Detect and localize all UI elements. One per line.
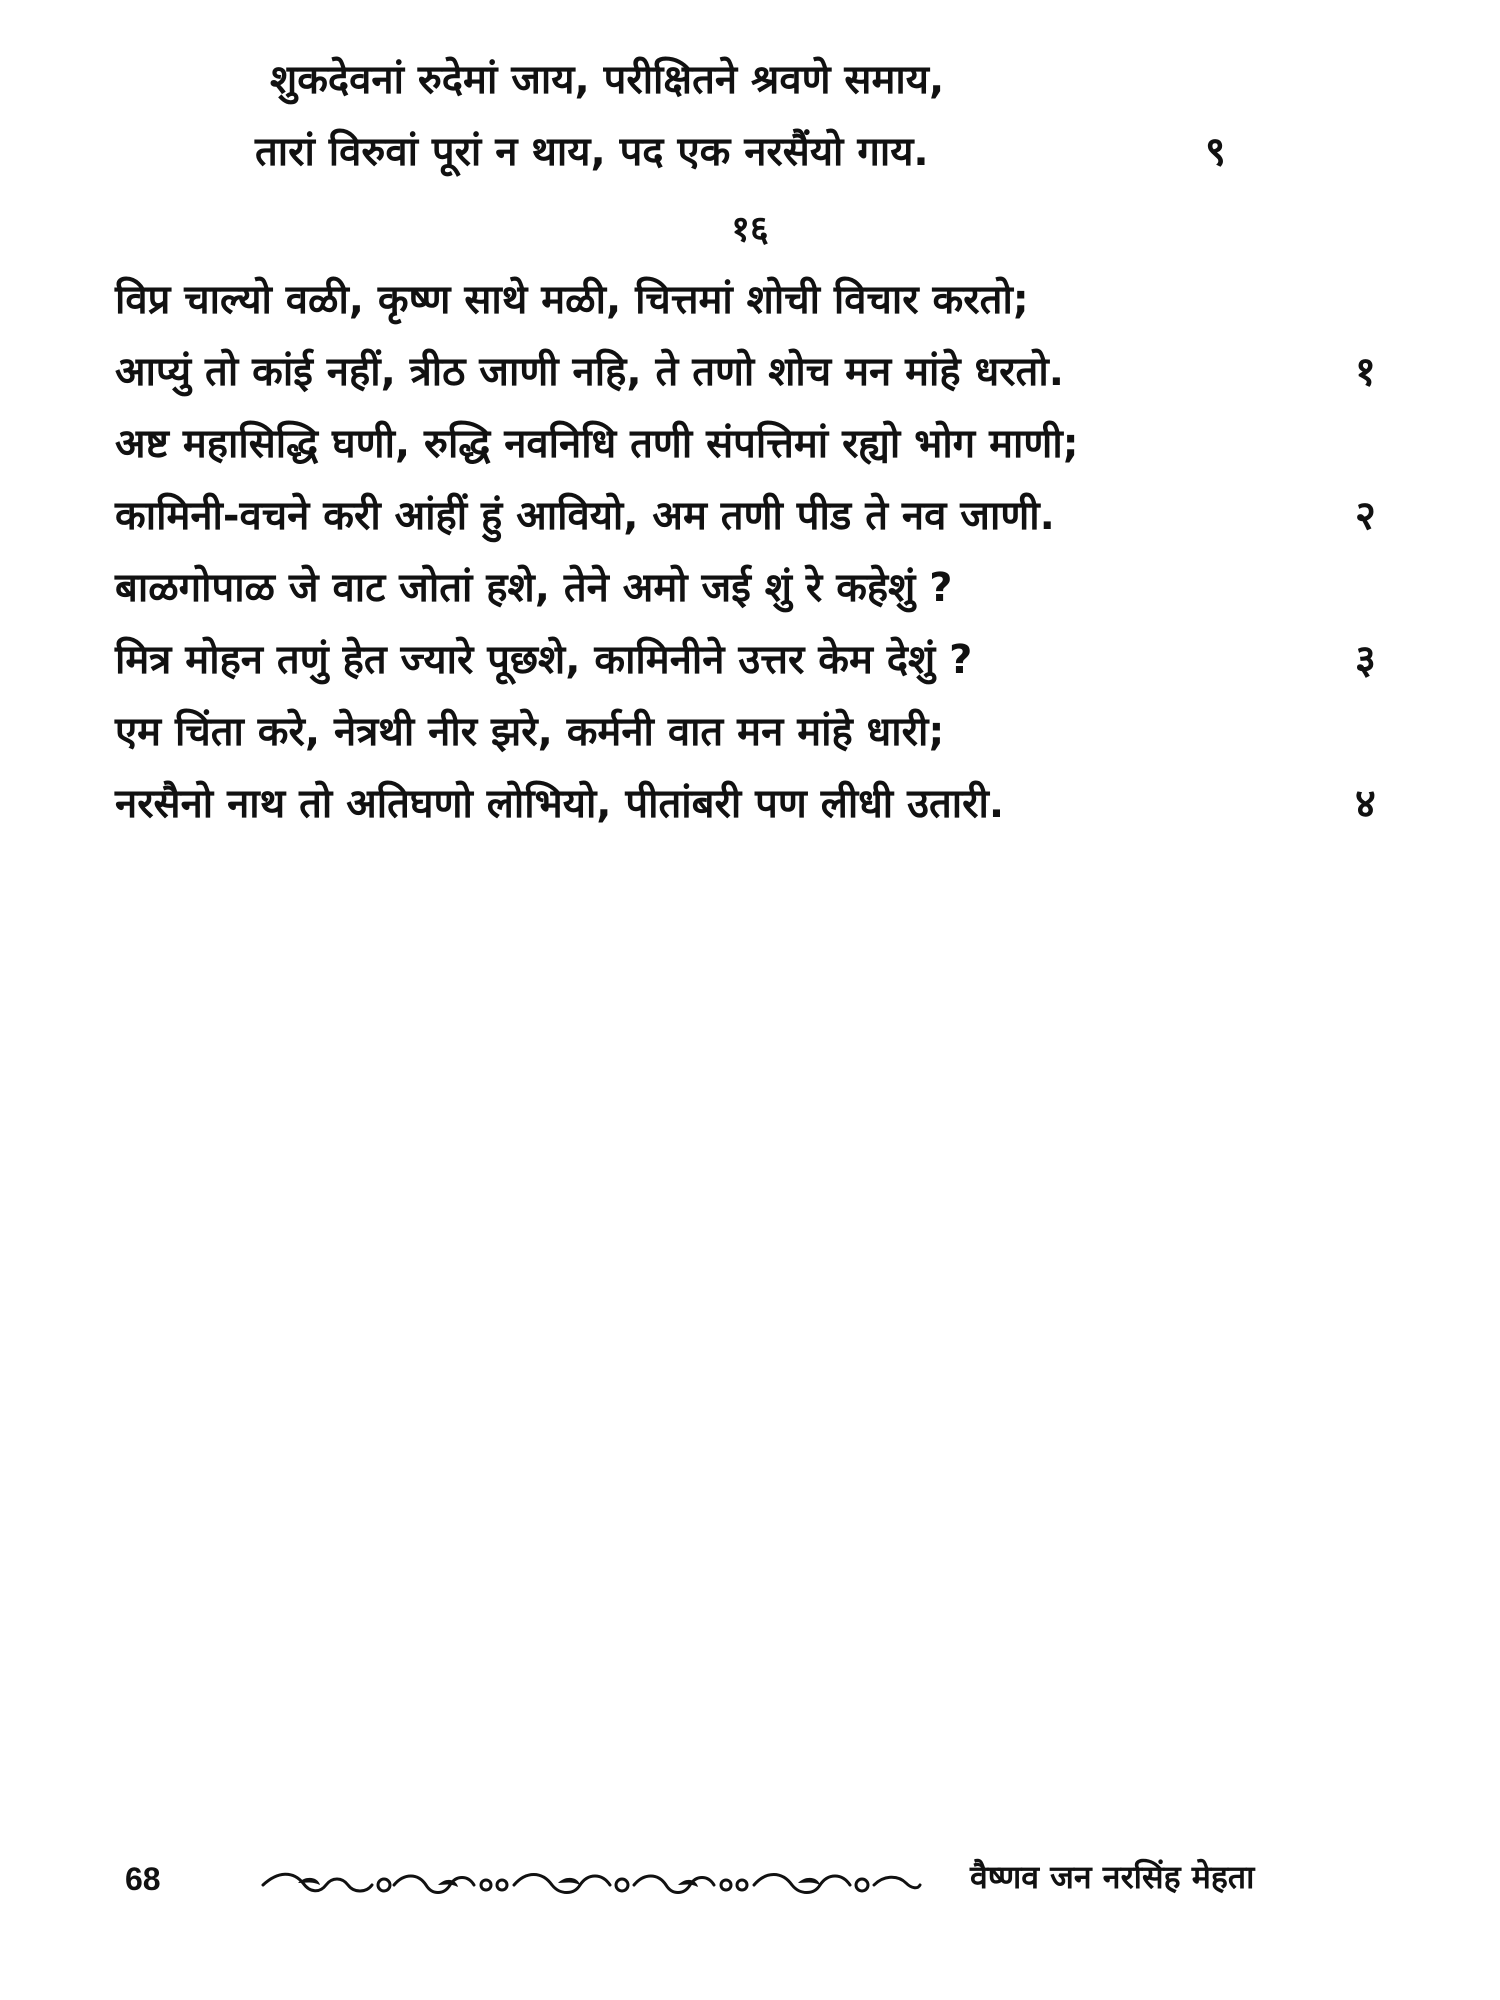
verse-line-text: एम चिंता करे, नेत्रथी नीर झरे, कर्मनी वात मन मांहे धारी; [115,709,945,755]
verse-line-text: विप्र चाल्यो वळी, कृष्ण साथे मळी, चित्तमां शोची विचार करतो; [115,277,1029,323]
page-footer [0,1855,1500,1915]
verse-line-text: बाळगोपाळ जे वाट जोतां हशे, तेने अमो जई शुं रे कहेशुं ? [115,565,953,611]
verse-line-text: आप्युं तो कांई नहीं, त्रीठ जाणी नहि, ते तणो शोच मन मांहे धरतो. [115,349,1064,395]
prev-stanza-line-2-text: तारां विरुवां पूरां न थाय, पद एक नरसैंयो गाय. [255,129,929,175]
verse-line-text: मित्र मोहन तणुं हेत ज्यारे पूछशे, कामिनीने उत्तर केम देशुं ? [115,637,973,683]
verse-number: १ [1355,349,1376,395]
prev-stanza-line-1-text: शुकदेवनां रुदेमां जाय, परीक्षितने श्रवणे समाय, [270,57,945,103]
page-number: 68 [125,1861,161,1897]
verse-line-text: अष्ट महासिद्धि घणी, रुद्धि नवनिधि तणी संपत्तिमां रह्यो भोग माणी; [115,421,1079,467]
prev-stanza-verse-number: ९ [1205,129,1226,175]
ornament-divider-icon [258,1863,923,1903]
verse-number: ३ [1355,637,1376,683]
verse-line-text: कामिनी-वचने करी आंहीं हुं आवियो, अम तणी पीड ते नव जाणी. [115,493,1055,539]
book-title: वैष्णव जन नरसिंह मेहता [970,1858,1255,1896]
verse-line-text: नरसैनो नाथ तो अतिघणो लोभियो, पीतांबरी पण लीधी उतारी. [115,781,1005,827]
verse-number: ४ [1355,781,1376,827]
poem-number: १६ [731,209,769,250]
verse-number: २ [1355,493,1376,539]
